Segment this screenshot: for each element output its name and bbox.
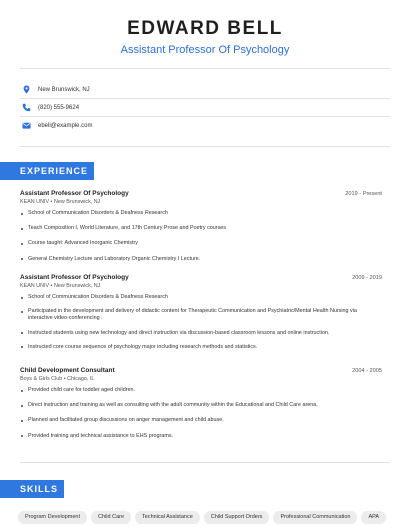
skill-tag: Professional Communication — [273, 511, 357, 524]
list-item: Instructed students using new technology and direct instruction via discussion-based classroom lessons and online instruction. — [20, 330, 382, 337]
contact-email — [22, 121, 92, 130]
divider — [20, 98, 390, 99]
divider — [20, 146, 390, 147]
divider — [20, 116, 390, 117]
phone-text: (820) 555-9624 — [38, 104, 80, 111]
location-pin-icon — [22, 85, 31, 94]
list-item: Teach Composition I, World Literature, and 17th Century Prose and Poetry courses — [20, 225, 382, 232]
skill-tag: Program Development — [18, 511, 87, 524]
contact-phone — [22, 103, 79, 112]
divider — [20, 462, 390, 463]
email-link[interactable]: ebell@example.com — [38, 122, 93, 129]
job-dates: 2009 - 2019 — [352, 275, 382, 281]
experience-entry — [20, 274, 382, 351]
divider — [20, 68, 390, 69]
job-dates: 2004 - 2005 — [352, 368, 382, 374]
job-dates: 2019 - Present — [345, 191, 382, 197]
list-item: Provided child care for toddler aged children. — [20, 387, 382, 394]
skills-heading: SKILLS — [0, 480, 64, 498]
list-item: Course taught: Advanced Inorganic Chemistry — [20, 240, 382, 247]
skill-tag: APA — [361, 511, 386, 524]
experience-entry — [20, 367, 382, 440]
job-bullets — [20, 294, 382, 351]
job-title: Assistant Professor Of Psychology — [20, 190, 129, 197]
email-icon — [22, 121, 31, 130]
job-employer: KEAN UNIV • New Brunswick, NJ — [20, 283, 101, 289]
list-item: Direct instruction and training as well as consulting with the adult community within the Educational and Child Care arena. — [20, 402, 382, 409]
candidate-name: EDWARD BELL — [127, 18, 283, 39]
skill-tag: Child Care — [91, 511, 131, 524]
job-bullets — [20, 210, 382, 263]
experience-entry — [20, 190, 382, 263]
experience-heading: EXPERIENCE — [0, 162, 94, 180]
location-text: New Brunswick, NJ — [38, 86, 90, 93]
list-item: Instructed core course sequence of psychology major including research methods and statistics. — [20, 344, 382, 351]
job-employer: Boys & Girls Club • Chicago, IL — [20, 376, 95, 382]
job-employer: KEAN UNIV • New Brunswick, NJ — [20, 199, 101, 205]
skill-tag: Technical Assistance — [135, 511, 200, 524]
candidate-title: Assistant Professor Of Psychology — [120, 44, 290, 56]
list-item: Planned and facilitated group discussions on anger management and child abuse. — [20, 417, 382, 424]
list-item: Provided training and technical assistance to EHS programs. — [20, 433, 382, 440]
job-bullets — [20, 387, 382, 440]
phone-icon — [22, 103, 31, 112]
job-title: Child Development Consultant — [20, 367, 115, 374]
list-item: School of Communication Disorders & Deafness Research — [20, 294, 382, 301]
list-item: Participated in the development and delivery of didactic content for Therapeutic Communication and Psychiatric/Mental Health Nursing via interactive video-conferencing . — [20, 308, 382, 322]
job-title: Assistant Professor Of Psychology — [20, 274, 129, 281]
skill-tag: Child Support Orders — [204, 511, 270, 524]
skills-list — [18, 511, 398, 524]
list-item: School of Communication Disorders & Deafness Research — [20, 210, 382, 217]
list-item: General Chemistry Lecture and Laboratory Organic Chemistry I Lecture. — [20, 256, 382, 263]
resume-header — [0, 18, 410, 57]
contact-location — [22, 85, 90, 94]
